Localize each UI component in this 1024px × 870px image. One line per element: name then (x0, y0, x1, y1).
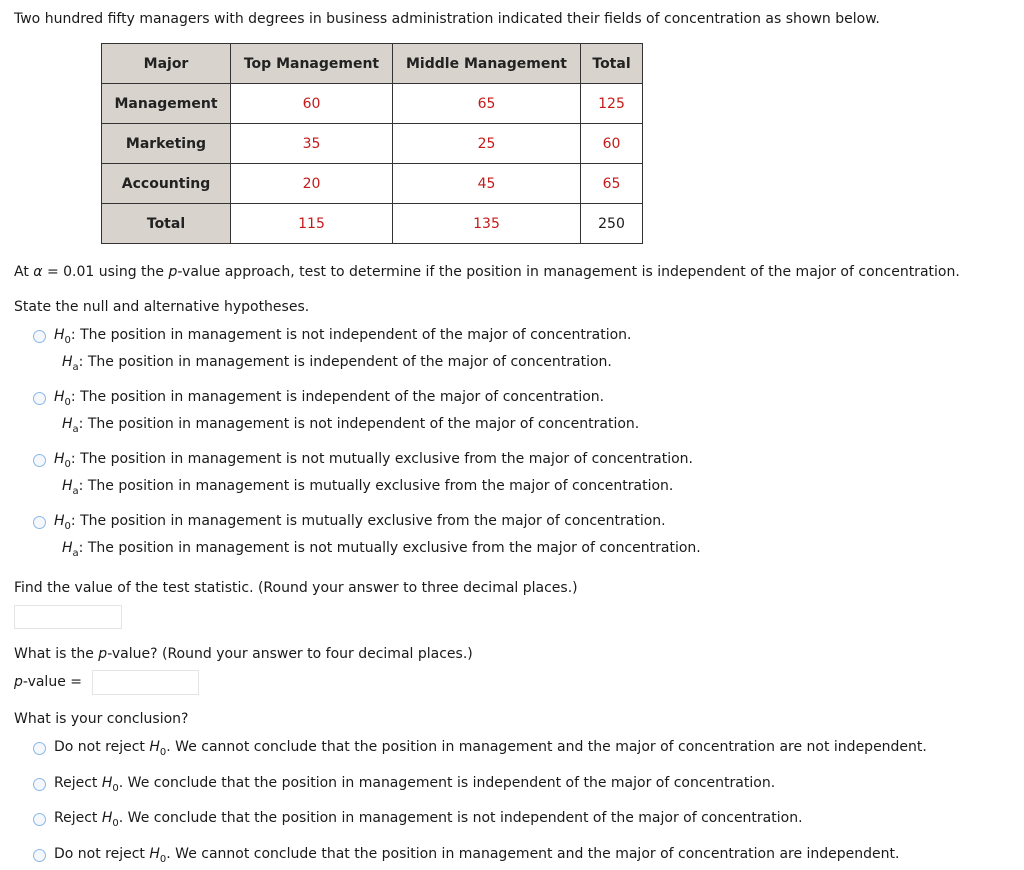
table-total-row (102, 204, 643, 244)
row-label: Management (102, 84, 231, 124)
intro-text: Two hundred fifty managers with degrees in business administration indicated their fields of concentration as shown below. (14, 11, 880, 27)
hypothesis-option-1-radio[interactable] (33, 330, 46, 343)
hypothesis-option-4-h0: $H_0$: The position in management is mutually exclusive from the major of concentration. (54, 513, 666, 532)
table-row (102, 84, 643, 124)
conclusion-option-2-label: Reject $H_0$. We conclude that the position in management is independent of the major of concentration. (54, 775, 776, 794)
row-label: Marketing (102, 124, 231, 164)
cell-total: 60 (581, 124, 643, 164)
question-text: At α = 0.01 using the p-value approach, test to determine if the position in management is independent of the major of concentration. (14, 264, 960, 280)
conclusion-option-4-radio[interactable] (33, 849, 46, 862)
cell-total: 125 (581, 84, 643, 124)
conclusion-option-3-label: Reject $H_0$. We conclude that the position in management is not independent of the major of concentration. (54, 810, 803, 829)
pvalue-input[interactable] (92, 670, 199, 695)
table-row (102, 164, 643, 204)
hypothesis-option-4-radio[interactable] (33, 516, 46, 529)
cell-grand-total: 250 (581, 204, 643, 244)
contingency-table (101, 43, 643, 244)
pvalue-label: p-value = (14, 674, 82, 690)
row-label-total: Total (102, 204, 231, 244)
cell-value: 20 (231, 164, 393, 204)
cell-total: 115 (231, 204, 393, 244)
conclusion-option-4-label: Do not reject $H_0$. We cannot conclude that the position in management and the major of concentration are independent. (54, 846, 900, 865)
table-header-row (102, 44, 643, 84)
hypothesis-option-2-radio[interactable] (33, 392, 46, 405)
conclusion-prompt: What is your conclusion? (14, 711, 189, 727)
header-total: Total (581, 44, 643, 84)
hypothesis-option-3-h0: $H_0$: The position in management is not mutually exclusive from the major of concentration. (54, 451, 693, 470)
hypothesis-option-1-h0: $H_0$: The position in management is not independent of the major of concentration. (54, 327, 632, 346)
hypothesis-option-4-ha: $H_a$: The position in management is not mutually exclusive from the major of concentration. (62, 540, 701, 559)
header-middle-management: Middle Management (393, 44, 581, 84)
pvalue-prompt: What is the p-value? (Round your answer to four decimal places.) (14, 646, 473, 662)
row-label: Accounting (102, 164, 231, 204)
conclusion-option-2-radio[interactable] (33, 778, 46, 791)
cell-total: 65 (581, 164, 643, 204)
header-major: Major (102, 44, 231, 84)
header-top-management: Top Management (231, 44, 393, 84)
test-statistic-prompt: Find the value of the test statistic. (Round your answer to three decimal places.) (14, 580, 578, 596)
conclusion-option-3-radio[interactable] (33, 813, 46, 826)
hypothesis-option-1-ha: $H_a$: The position in management is independent of the major of concentration. (62, 354, 612, 373)
cell-value: 25 (393, 124, 581, 164)
hypothesis-option-3-radio[interactable] (33, 454, 46, 467)
test-statistic-input[interactable] (14, 605, 122, 629)
conclusion-option-1-radio[interactable] (33, 742, 46, 755)
table-row (102, 124, 643, 164)
hypothesis-option-3-ha: $H_a$: The position in management is mutually exclusive from the major of concentration. (62, 478, 674, 497)
cell-value: 35 (231, 124, 393, 164)
conclusion-option-1-label: Do not reject $H_0$. We cannot conclude that the position in management and the major of concentration are not independent. (54, 739, 927, 758)
hypothesis-option-2-ha: $H_a$: The position in management is not independent of the major of concentration. (62, 416, 640, 435)
cell-value: 65 (393, 84, 581, 124)
cell-total: 135 (393, 204, 581, 244)
hypotheses-prompt: State the null and alternative hypotheses. (14, 299, 310, 315)
cell-value: 60 (231, 84, 393, 124)
cell-value: 45 (393, 164, 581, 204)
hypothesis-option-2-h0: $H_0$: The position in management is independent of the major of concentration. (54, 389, 605, 408)
